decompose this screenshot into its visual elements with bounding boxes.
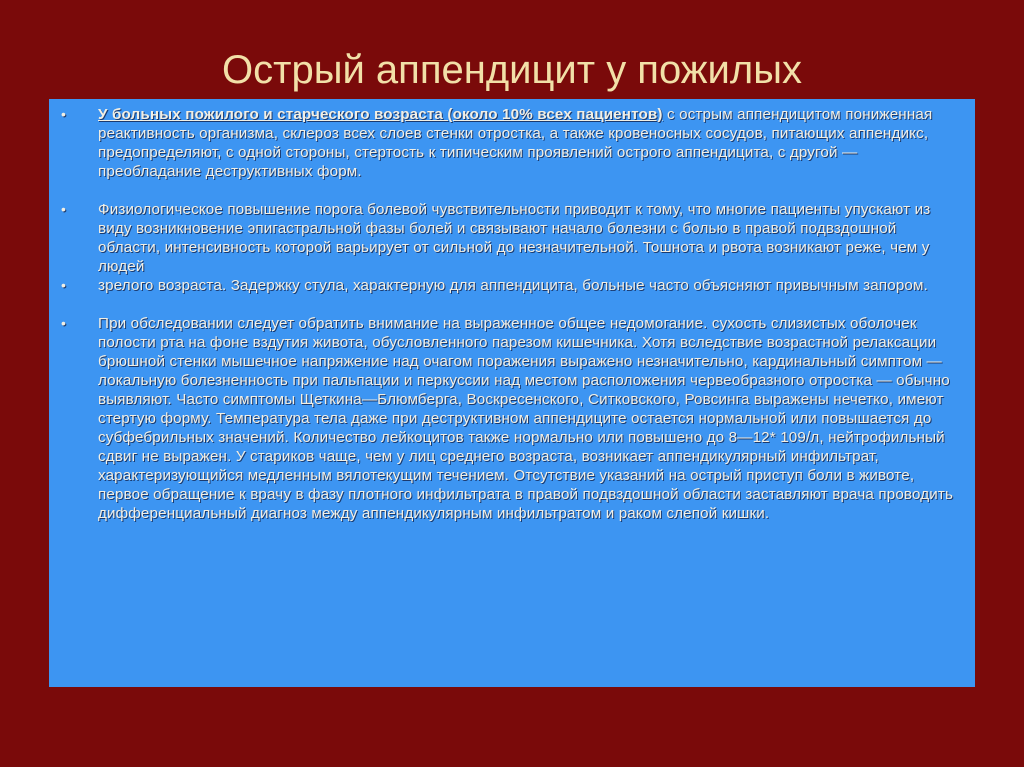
slide-title: Острый аппендицит у пожилых — [222, 48, 802, 92]
bullet-icon: • — [61, 315, 67, 331]
bullet-text: с острым аппендицитом пониженная реактивность организма, склероз всех слоев стенки отростка, а также кровеносных сосудов, питающих аппендикс, предопределяют, с одной стороны, стертость к типическим проявлений острого аппендицита, с другой — преобладание деструктивных форм. — [98, 106, 933, 180]
bullet-list — [59, 105, 955, 523]
bullet-text: зрелого возраста. Задержку стула, характерную для аппендицита, больные часто объясняют привычным запором. — [98, 277, 928, 294]
bullet-icon: • — [61, 277, 67, 293]
bullet-item-stool-retention — [59, 276, 955, 295]
bullet-text: Физиологическое повышение порога болевой чувствительности приводит к тому, что многие пациенты упускают из виду возникновение эпигастральной фазы болей и связывают начало болезни с болью в правой подвздошной области, интенсивность которой варьирует от сильной до незначительной. Тошнота и рвота возникают реже, чем у людей — [98, 201, 931, 275]
bullet-text: При обследовании следует обратить внимание на выраженное общее недомогание. сухость слизистых оболочек полости рта на фоне вздутия живота, обусловленного парезом кишечника. Хотя вследствие возрастной релаксации брюшной стенки мышечное напряжение над очагом поражения выражено незначительно, кардинальный симптом — локальную болезненность при пальпации и перкуссии над местом расположения червеобразного отростка — обычно выявляют. Часто симптомы Щеткина—Блюмберга, Воскресенского, Ситковского, Ровсинга выражены нечетко, имеют стертую форму. Температура тела даже при деструктивном аппендиците остается нормальной или повышается до субфебрильных значений. Количество лейкоцитов также нормально или повышено до 8—12* 109/л, нейтрофильный сдвиг не выражен. У стариков чаще, чем у лиц среднего возраста, возникает аппендикулярный инфильтрат, характеризующийся медленным вялотекущим течением. Отсутствие указаний на острый приступ боли в животе, первое обращение к врачу в фазу плотного инфильтрата в правой подвздошной области заставляют врача проводить дифференциальный диагноз между аппендикулярным инфильтратом и раком слепой кишки. — [98, 315, 954, 522]
bullet-icon: • — [61, 201, 67, 217]
bullet-emphasis: У больных пожилого и старческого возраста (около 10% всех пациентов) — [98, 106, 663, 123]
bullet-icon: • — [61, 106, 67, 122]
content-box — [49, 99, 975, 687]
bullet-item-examination — [59, 314, 955, 523]
bullet-item-elderly-reactivity — [59, 105, 955, 181]
bullet-item-pain-threshold — [59, 200, 955, 276]
